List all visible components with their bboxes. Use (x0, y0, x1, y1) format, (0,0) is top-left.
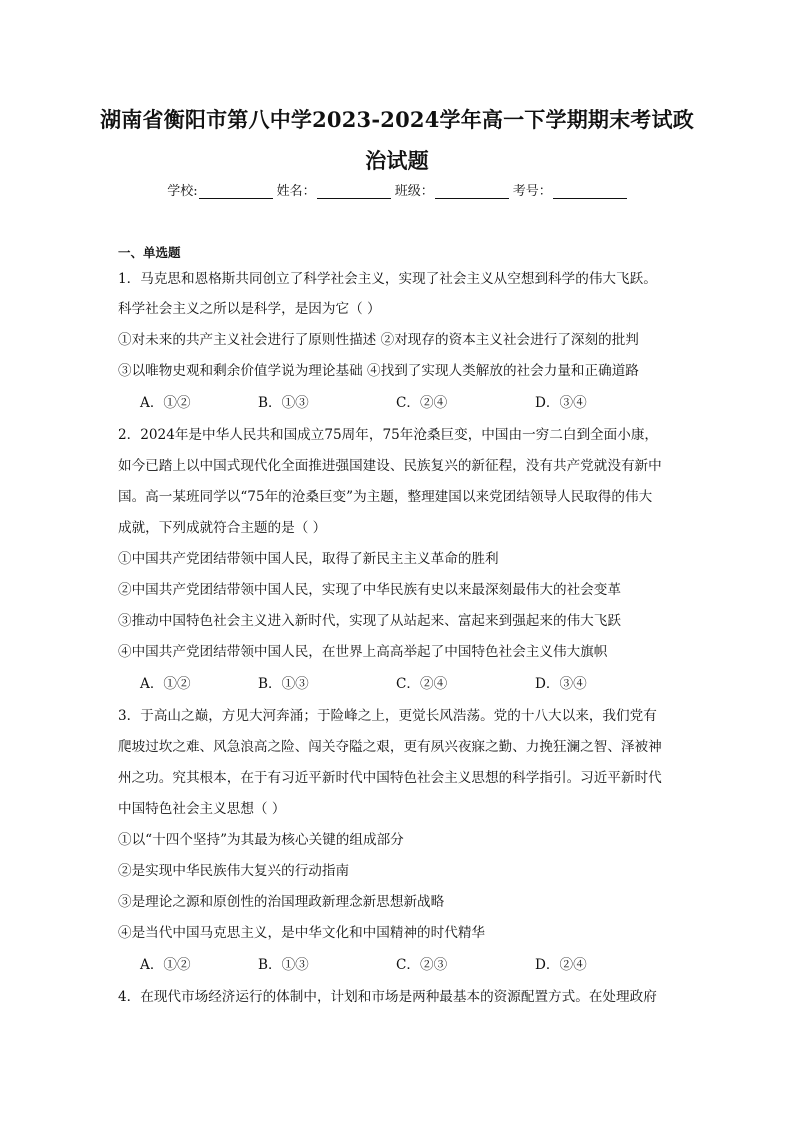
page-title-line-2: 治试题 (365, 148, 429, 173)
q2-stem-line: 国。高一某班同学以“75年的沧桑巨变”为主题，整理建国以来党团结领导人民取得的伟大 (118, 489, 653, 505)
q3-statement-line: ③是理论之源和原创性的治国理政新理念新思想新战略 (118, 894, 445, 910)
q2-statement-line: ①中国共产党团结带领中国人民，取得了新民主主义革命的胜利 (118, 551, 499, 567)
student-info-row (0, 180, 794, 199)
q1-stem-line: 科学社会主义之所以是科学，是因为它（ ） (118, 301, 381, 317)
exam-no-label: 考号： (512, 184, 552, 199)
q2-stem-line: 2．2024年是中华人民共和国成立75周年，75年沧桑巨变，中国由一穷二白到全面小康， (118, 427, 659, 443)
q4-stem-line: 4．在现代市场经济运行的体制中，计划和市场是两种最基本的资源配置方式。在处理政府 (118, 989, 657, 1005)
q3-option-c[interactable]: C．②③ (396, 957, 448, 973)
q3-statement-line: ②是实现中华民族伟大复兴的行动指南 (118, 863, 350, 879)
q3-statement-line: ④是当代中国马克思主义，是中华文化和中国精神的时代精华 (118, 925, 486, 941)
q1-option-c[interactable]: C．②④ (396, 395, 448, 411)
q2-statement-line: ②中国共产党团结带领中国人民，实现了中华民族有史以来最深刻最伟大的社会变革 (118, 582, 621, 598)
q1-statement-line: ③以唯物史观和剩余价值学说为理论基础 ④找到了实现人类解放的社会力量和正确道路 (118, 363, 639, 379)
q3-option-d[interactable]: D．②④ (535, 957, 587, 973)
q2-option-b[interactable]: B．①③ (258, 676, 309, 692)
class-field (395, 180, 509, 199)
q2-stem-line: 如今已踏上以中国式现代化全面推进强国建设、民族复兴的新征程，没有共产党就没有新中 (118, 458, 662, 474)
section-heading: 一、单选题 (118, 245, 181, 260)
q2-option-d[interactable]: D．③④ (535, 676, 587, 692)
school-field (167, 180, 272, 199)
q1-option-d[interactable]: D．③④ (535, 395, 587, 411)
q1-statement-line: ①对未来的共产主义社会进行了原则性描述 ②对现存的资本主义社会进行了深刻的批判 (118, 332, 639, 348)
class-label: 班级： (394, 184, 434, 199)
q2-statement-line: ③推动中国特色社会主义进入新时代，实现了从站起来、富起来到强起来的伟大飞跃 (118, 613, 621, 629)
q2-option-c[interactable]: C．②④ (396, 676, 448, 692)
q1-option-a[interactable]: A．①② (140, 395, 191, 411)
name-blank[interactable] (317, 183, 391, 199)
q2-option-a[interactable]: A．①② (140, 676, 191, 692)
q3-stem-line: 3．于高山之巅，方见大河奔涌；于险峰之上，更觉长风浩荡。党的十八大以来，我们党有 (118, 708, 657, 724)
exam-no-blank[interactable] (553, 183, 627, 199)
page-title-line-1: 湖南省衡阳市第八中学2023-2024学年高一下学期期末考试政 (100, 107, 694, 132)
exam-no-field (513, 180, 627, 199)
name-field (277, 180, 391, 199)
class-blank[interactable] (435, 183, 509, 199)
q3-stem-line: 爬坡过坎之难、风急浪高之险、闯关夺隘之艰，更有夙兴夜寐之勤、力挽狂澜之智、泽被神 (118, 739, 662, 755)
school-blank[interactable] (199, 183, 273, 199)
name-label: 姓名： (276, 184, 316, 199)
q3-option-b[interactable]: B．①③ (258, 957, 309, 973)
school-label: 学校: (167, 184, 198, 199)
q3-stem-line: 州之功。究其根本，在于有习近平新时代中国特色社会主义思想的科学指引。习近平新时代 (118, 770, 662, 786)
q1-option-b[interactable]: B．①③ (258, 395, 309, 411)
q2-statement-line: ④中国共产党团结带领中国人民，在世界上高高举起了中国特色社会主义伟大旗帜 (118, 644, 608, 660)
q3-option-a[interactable]: A．①② (140, 957, 191, 973)
q3-stem-line: 中国特色社会主义思想（ ） (118, 801, 286, 817)
q3-statement-line: ①以“十四个坚持”为其最为核心关键的组成部分 (118, 832, 404, 848)
q1-stem-line: 1．马克思和恩格斯共同创立了科学社会主义，实现了社会主义从空想到科学的伟大飞跃。 (118, 271, 657, 287)
q2-stem-line: 成就，下列成就符合主题的是（ ） (118, 520, 327, 536)
